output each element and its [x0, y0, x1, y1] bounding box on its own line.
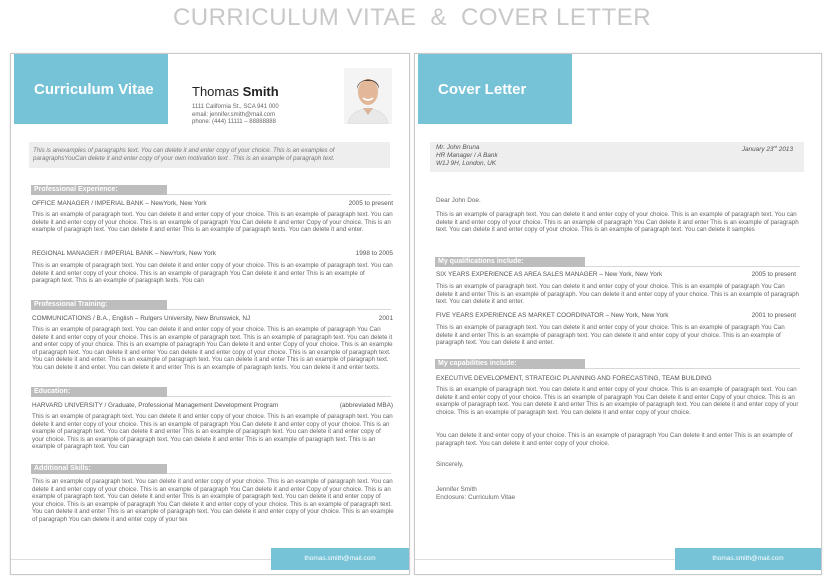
- footer-divider: [415, 559, 677, 560]
- training-title: COMMUNICATIONS / B.A., English – Rulgers University, New Brunswick, NJ: [32, 315, 251, 322]
- section-divider: [167, 309, 391, 310]
- cv-title-tab: Curriculum Vitae: [14, 54, 168, 124]
- banner-title: [0, 4, 824, 40]
- qualification-row: [436, 312, 796, 319]
- education-date: (abbreviated MBA): [339, 402, 393, 409]
- section-divider: [167, 473, 391, 474]
- closing-paragraph: You can delete it and enter copy of your choice. This is an example of paragraph You Can delete it and enter This is an example of paragraph text. You can delete it and enter copy of your choice.: [436, 432, 793, 447]
- date-suffix: rd: [773, 144, 777, 149]
- recipient-city: W1J 9H, London, UK: [436, 159, 497, 167]
- cl-title-tab: Cover Letter: [418, 54, 572, 124]
- avatar: [344, 68, 392, 124]
- training-description: This is an example of paragraph text. You can delete it and enter copy of your choice. This is an example of paragraph You Can delete it and enter copy of your choice. This is an example of paragraph text. This is an example of paragraph text. You can delete it and enter copy of your choice. This is an example of paragraph You Can delete it and enter Copy of your choice. This is an example of paragraph text. You can delete it and enter You can delete it and enter copy of your choice. This is an example of paragraph text. You can delete it and enter. This is an example of paragraph text. You can delete it and enter This is an example of paragraph text. You can delete it and enter. You can delete it and enter This is an example of paragraph texts. You can delete it and enter texts.: [32, 326, 393, 371]
- job-title: OFFICE MANAGER / IMPERIAL BANK – NewYork, New York: [32, 200, 207, 207]
- section-header-education: Education:: [31, 387, 167, 397]
- cv-last-name: Smith: [242, 84, 279, 99]
- section-header-skills: Additional Skills:: [31, 464, 167, 474]
- cover-letter-page: [414, 53, 822, 575]
- cv-footer-email[interactable]: thomas.smith@mail.com: [271, 548, 409, 570]
- cv-phone: phone: (444) 11111 – 88888888: [192, 119, 276, 125]
- job-description: This is an example of paragraph text. You can delete it and enter copy of your choice. This is an example of paragraph text. You can delete it and enter copy of your choice. This is an example of paragraph You Can delete it and enter This is an example of paragraph text. This is an example of paragraph texts. You can: [32, 262, 393, 285]
- education-title: HARVARD UNIVERSITY / Graduate, Professional Management Development Program: [32, 402, 279, 409]
- section-divider: [167, 194, 391, 195]
- capability-title: EXECUTIVE DEVELOPMENT, STRATEGIC PLANNING AND FORECASTING, TEAM BUILDING: [436, 375, 712, 382]
- banner-cl-label: COVER LETTER: [461, 4, 652, 31]
- cv-intro-text: This is anexamples of paragraphs text. You can delete it and enter copy of your choice. This is an examples of paragraphsYouCan delete it and enter copy of your own motivation text . This is an example of paragraph text.: [29, 142, 390, 168]
- section-header-experience: Professional Experience:: [31, 185, 167, 195]
- job-row: [32, 200, 393, 207]
- qualification-description: This is an example of paragraph text. You can delete it and enter copy of your choice. This is an example of paragraph You Can delete it and enter This is an example of paragraph text. You can delete it and enter copy of your choice. This is an example of paragraph text. You can delete it and enter.: [436, 324, 785, 347]
- cv-page: [10, 53, 410, 575]
- job-description: This is an example of paragraph text. You can delete it and enter copy of your choice. This is an example of paragraph text. You can delete it and enter copy of your choice. This is an example of paragraph You Can delete it and enter Copy of your choice. This is an example of paragraph text. You can delete it and enter This is an example of paragraph texts. You can delete it and enter.: [32, 211, 393, 234]
- qualification-row: [436, 271, 796, 278]
- job-date: 2005 to present: [348, 200, 393, 207]
- section-header-qualifications: My qualifications include:: [435, 257, 585, 267]
- banner-ampersand: &: [430, 4, 448, 31]
- capability-description: This is an example of paragraph text. You can delete it and enter copy of your choice. This is an example of paragraph text. You can delete it and enter copy of your choice. This is an example of paragraph You Can delete it and enter Copy of your choice. This is an example of paragraph text. You can delete it and enter This is an example of paragraph text. You can delete it and enter copy of your choice. This is an example of paragraph text. You can delete it and enter copy of your choice.: [436, 386, 799, 416]
- recipient-address: [436, 144, 498, 167]
- section-header-training: Professional Training:: [31, 300, 167, 310]
- qualification-date: 2005 to present: [751, 271, 796, 278]
- cv-email: email: jennifer.smith@mail.com: [192, 111, 276, 118]
- training-row: [32, 315, 393, 322]
- enclosure: Enclosure: Curriculum Vitae: [436, 494, 516, 501]
- banner-cv-label: CURRICULUM VITAE: [172, 4, 417, 31]
- job-date: 1998 to 2005: [355, 250, 393, 257]
- section-header-capabilities: My capabilities include:: [435, 359, 585, 369]
- job-title: REGIONAL MANAGER / IMPERIAL BANK – NewYork, New York: [32, 250, 216, 257]
- date-year: 2013: [777, 146, 793, 154]
- sincerely: Sincerely,: [436, 461, 464, 468]
- cl-footer-email[interactable]: thomas.smith@mail.com: [675, 548, 821, 570]
- cv-name: [192, 84, 279, 99]
- qualification-title: SIX YEARS EXPERIENCE AS AREA SALES MANAGER – New York, New York: [436, 271, 663, 278]
- section-divider: [585, 368, 800, 369]
- cv-address: 1111 California St., SCA 941 000: [192, 104, 279, 110]
- training-date: 2001: [378, 315, 393, 322]
- cv-first-name: Thomas: [192, 84, 239, 99]
- qualification-description: This is an example of paragraph text. You can delete it and enter copy of your choice. This is an example of paragraph You Can delete it and enter This is an example of paragraph. You can delete it and enter copy of your choice. This is an example of paragraph text. You can delete it and enter.: [436, 283, 800, 306]
- letter-date: [742, 144, 793, 153]
- job-row: [32, 250, 393, 257]
- section-divider: [585, 266, 800, 267]
- qualification-title: FIVE YEARS EXPERIENCE AS MARKET COORDINATOR – New York, New York: [436, 312, 669, 319]
- cv-contact: [192, 104, 279, 127]
- education-row: [32, 402, 393, 409]
- signature-name: Jennifer Smith: [436, 486, 477, 493]
- skills-description: This is an example of paragraph text. You can delete it and enter copy of your choice. This is an example of paragraph text. You can delete it and enter copy of your choice. This is an example of paragraph You Can delete it and enter Copy of your choice. This is an example of paragraph text. You can delete it and enter This is an example of paragraph text. You can delete it and enter copy of your choice. This is an example of paragraph You Can delete it and enter copy of your choice. This is an example of paragraph text. You can delete it and enter This is an example of paragraph text. You can delete it and enter copy of your choice. This is an example of paragraph You can delete it and enter copy of your tex: [32, 478, 394, 523]
- education-description: This is an example of paragraph text. You can delete it and enter copy of your choice. This is an example of paragraph text. You can delete it and enter copy of your choice. This is an example of paragraph You Can delete it and enter copy of your choice. This is an example of paragraph text. You can delete it and enter This is an example of paragraph text. You can delete it and enter copy of your choice. This is an example of paragraph text. You can delete it and enter This is an example of paragraph text. This is an example of paragraph text. You can: [32, 413, 393, 451]
- recipient-name: Mr. John Bruna: [436, 144, 480, 151]
- letter-intro: This is an example of paragraph text. You can delete it and enter copy of your choice. This is an example of paragraph text. You can delete it and enter copy of your choice. This is an example of paragraph You Can delete it and enter This is an example of paragraph text. You can delete it and enter copy of your choice. This is an example of paragraph text. You can delete it samples: [436, 211, 799, 234]
- capability-row: [436, 375, 796, 382]
- footer-divider: [11, 559, 273, 560]
- salutation: Dear John Doe.: [436, 197, 481, 204]
- date-day: January 23: [741, 146, 774, 154]
- recipient-title: HR Manager / A Bank: [436, 151, 498, 159]
- qualification-date: 2001 to present: [751, 312, 796, 319]
- section-divider: [167, 396, 391, 397]
